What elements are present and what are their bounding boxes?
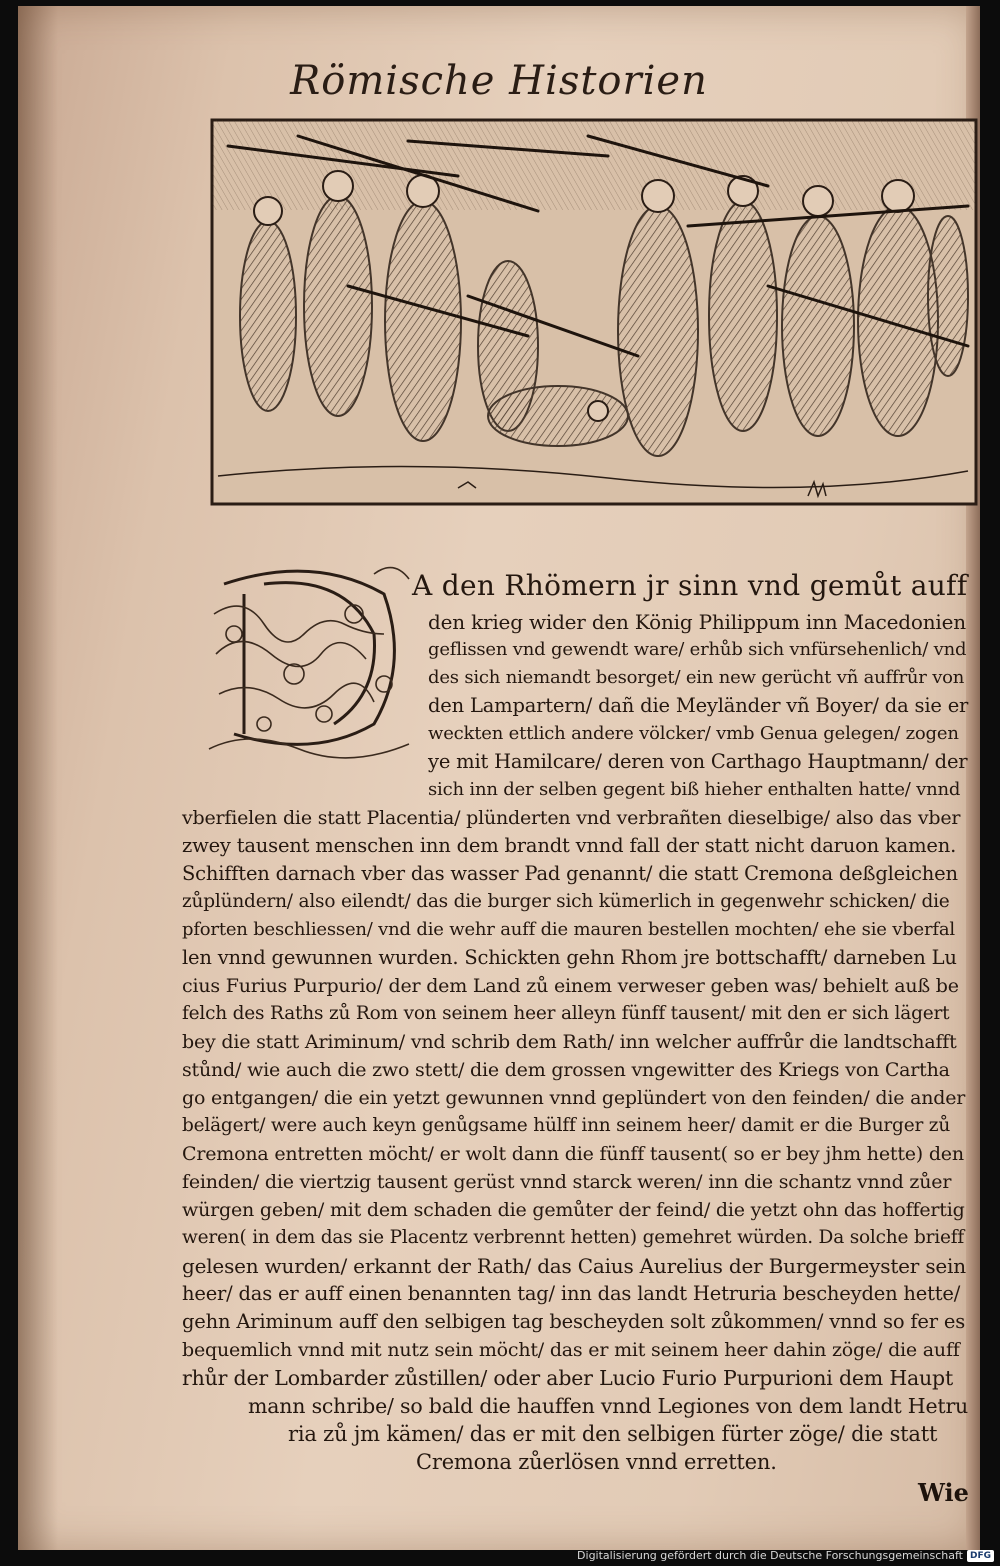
footer-text: Digitalisierung gefördert durch die Deutsche Forschungsgemeinschaft (577, 1549, 963, 1562)
dfg-logo-icon: DFG (967, 1550, 994, 1562)
text-line-23: würgen geben/ mit dem schaden die gemůter der feind/ die yetzt ohn das hoffertig (182, 1199, 965, 1221)
text-line-17: bey die statt Ariminum/ vnd schrib dem Rath/ inn welcher auffrůr die landtschafft (182, 1031, 957, 1053)
footer-credit (577, 1549, 994, 1562)
text-line-14: len vnnd gewunnen wurden. Schickten gehn Rhom jre bottschafft/ darneben Lu (182, 946, 957, 969)
text-line-15: cius Furius Purpurio/ der dem Land zů einem verweser geben was/ behielt auß be (182, 975, 959, 997)
text-line-8: sich inn der selben gegent biß hieher enthalten hatte/ vnnd (428, 779, 961, 800)
running-head: Römische Historien (290, 58, 708, 104)
text-line-1: A den Rhömern jr sinn vnd gemůt auff (412, 569, 968, 602)
text-line-13: pforten beschliessen/ vnd die wehr auff die mauren bestellen mochten/ ehe sie vberfal (182, 919, 955, 940)
text-line-18: stůnd/ wie auch die zwo stett/ die dem grossen vngewitter des Kriegs von Cartha (182, 1059, 950, 1081)
text-line-5: den Lampartern/ dañ die Meyländer vñ Boyer/ da sie er (428, 694, 969, 717)
text-line-21: Cremona entretten möcht/ er wolt dann die fünff tausent( so er bey jhm hette) den (182, 1143, 964, 1165)
text-line-6: weckten ettlich andere völcker/ vmb Genua gelegen/ zogen (428, 723, 959, 744)
text-line-3: geflissen vnd gewendt ware/ erhůb sich vnfürsehenlich/ vnd (428, 639, 967, 660)
text-line-19: go entgangen/ die ein yetzt gewunnen vnnd geplündert von den feinden/ die ander (182, 1087, 966, 1109)
text-line-27: gehn Ariminum auff den selbigen tag bescheyden solt zůkommen/ vnnd so fer es (182, 1310, 966, 1333)
text-line-7: ye mit Hamilcare/ deren von Carthago Hauptmann/ der (428, 750, 968, 773)
text-line-9: vberfielen die statt Placentia/ plünderten vnd verbrañten dieselbige/ also das vber (182, 807, 961, 829)
text-line-12: zůplündern/ also eilendt/ das die burger sich kümerlich in gegenwehr schicken/ die (182, 891, 950, 912)
text-line-26: heer/ das er auff einen benannten tag/ inn das landt Hetruria bescheyden hette/ (182, 1282, 961, 1305)
text-line-29: rhůr der Lombarder zůstillen/ oder aber Lucio Furio Purpurioni dem Haupt (182, 1366, 954, 1390)
body-text (18, 6, 980, 1550)
text-line-20: belägert/ were auch keyn genůgsame hülff inn seinem heer/ damit er die Burger zů (182, 1115, 951, 1136)
text-line-32: Cremona zůerlösen vnnd erretten. (416, 1450, 777, 1474)
text-line-4: des sich niemandt besorget/ ein new gerücht vñ auffrůr von (428, 667, 965, 688)
text-line-31: ria zů jm kämen/ das er mit den selbigen fürter zöge/ die statt (288, 1422, 938, 1446)
text-line-22: feinden/ die viertzig tausent gerüst vnnd starck weren/ inn die schantz vnnd zůer (182, 1171, 952, 1193)
text-line-10: zwey tausent menschen inn dem brandt vnnd fall der statt nicht daruon kamen. (182, 834, 957, 857)
text-line-28: bequemlich vnnd mit nutz sein möcht/ das er mit seinem heer dahin zöge/ die auff (182, 1339, 960, 1361)
text-line-24: weren( in dem das sie Placentz verbrennt hetten) gemehret würden. Da solche brieff (182, 1227, 964, 1248)
catchword: Wie (918, 1478, 969, 1507)
text-line-11: Schifften darnach vber das wasser Pad genannt/ die statt Cremona deßgleichen (182, 862, 958, 885)
text-line-2: den krieg wider den König Philippum inn Macedonien (428, 610, 966, 634)
text-line-25: gelesen wurden/ erkannt der Rath/ das Caius Aurelius der Burgermeyster sein (182, 1254, 966, 1278)
book-page (18, 6, 980, 1550)
text-line-30: mann schribe/ so bald die hauffen vnnd Legiones von dem landt Hetru (248, 1394, 969, 1418)
text-line-16: felch des Raths zů Rom von seinem heer alleyn fünff tausent/ mit den er sich lägert (182, 1003, 950, 1024)
